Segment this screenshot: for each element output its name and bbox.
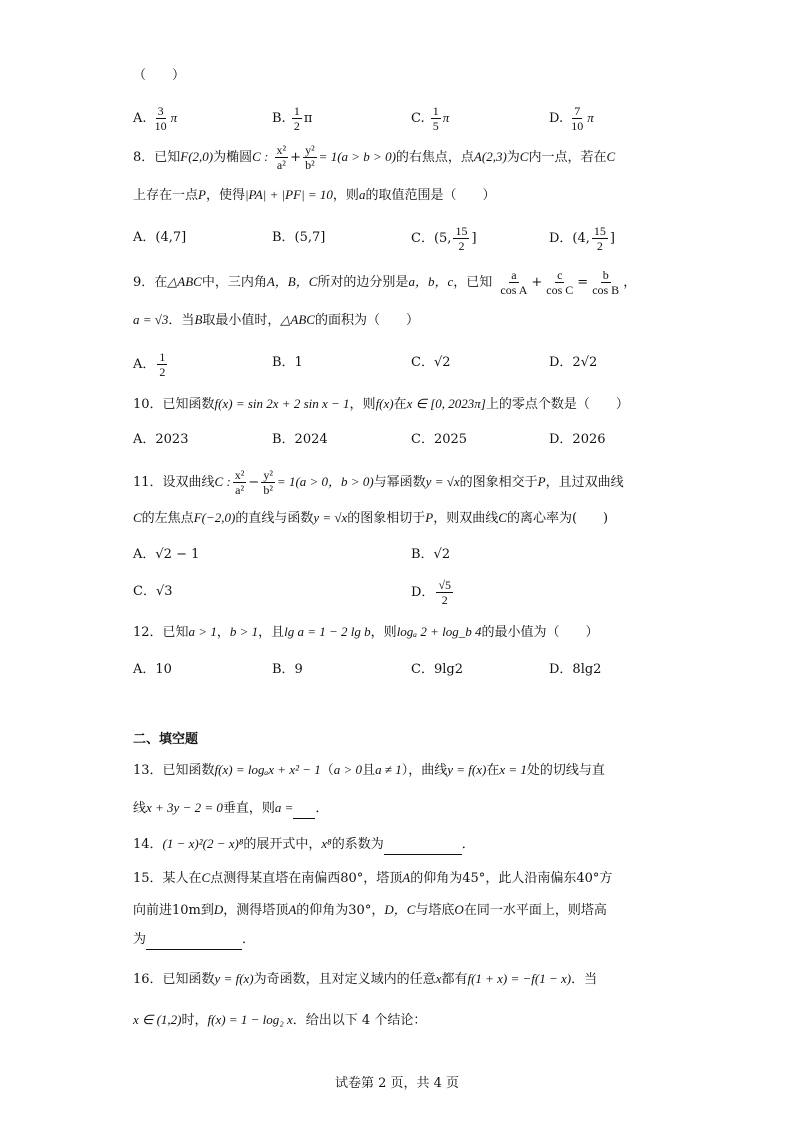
q14-line-1: 14．(1 − x)²(2 − x)⁸的展开式中，x⁸的系数为 ． xyxy=(133,834,475,855)
q9-option-a: A． $\frac{1}{2}$ xyxy=(133,350,166,379)
q9-line-2: a = √3．当B取最小值时，△ABC的面积为（ ） xyxy=(133,312,419,328)
q14-answer-blank[interactable] xyxy=(384,840,462,855)
q12-line-1: 12．已知a > 1，b > 1，且lg a = 1 − 2 lg b，则logₐ 2 + log_b 4的最小值为（ ） xyxy=(133,624,599,640)
q10-option-b: B．2024 xyxy=(272,432,328,447)
page-footer: 试卷第 2 页，共 4 页 xyxy=(334,1076,460,1091)
q7-option-b: B. $\frac{1}{2}$ π xyxy=(272,104,313,133)
q9-line-1: 9．在△ABC中，三内角A，B，C所对的边分别是a，b，c，已知 $\frac{a}{\text{cos A}}$ + $\frac{c}{\text{cos C}}$ = $\frac{b}{\text{cos B}}$ ， xyxy=(133,268,637,297)
section-heading-fill-in: 二、填空题 xyxy=(133,732,199,747)
q8-line-2: 上存在一点P，使得|PA| + |PF| = 10，则a的取值范围是（ ） xyxy=(133,187,496,203)
q7-option-c: C. $\frac{1}{5}$ π xyxy=(411,104,450,133)
q7-option-d: D. $\frac{7}{10}$ π xyxy=(549,104,594,133)
q9-option-c: C．√2 xyxy=(411,355,451,370)
q16-line-1: 16．已知函数y = f(x)为奇函数，且对定义域内的任意x都有f(1 + x) = −f(1 − x)．当 xyxy=(133,971,598,987)
q10-option-a: A．2023 xyxy=(133,432,189,447)
q15-line-3: 为 ． xyxy=(133,930,255,950)
q13-line-1: 13．已知函数f(x) = logₐx + x² − 1（a > 0且a ≠ 1），曲线y = f(x)在x = 1处的切线与直 xyxy=(133,762,605,778)
q13-line-2: 线x + 3y − 2 = 0垂直，则a = ． xyxy=(133,798,328,819)
q11-option-d: D． $\frac{√5}{2}$ xyxy=(411,578,452,607)
q8-option-c: C．(5, $\frac{15}{2}$ ] xyxy=(411,224,477,253)
q7-option-a: A. $\frac{3}{10}$ π xyxy=(133,104,178,133)
q8-option-b: B．(5,7] xyxy=(272,230,326,245)
q12-option-a: A．10 xyxy=(133,662,172,677)
q15-answer-blank[interactable] xyxy=(146,935,242,950)
q8-option-d: D．(4, $\frac{15}{2}$ ] xyxy=(549,224,615,253)
q12-option-b: B．9 xyxy=(272,662,303,677)
q15-line-2: 向前进10m到D，测得塔顶A的仰角为30°，D，C与塔底O在同一水平面上，则塔高 xyxy=(133,902,607,918)
q11-option-b: B．√2 xyxy=(411,547,451,562)
q10-option-d: D．2026 xyxy=(549,432,606,447)
q9-option-d: D．2√2 xyxy=(549,355,598,370)
q11-option-a: A．√2 − 1 xyxy=(133,547,200,562)
q8-option-a: A．(4,7] xyxy=(133,230,187,245)
q15-line-1: 15．某人在C点测得某直塔在南偏西80°，塔顶A的仰角为45°，此人沿南偏东40°方 xyxy=(133,870,613,886)
q12-option-d: D．8lg2 xyxy=(549,662,602,677)
q12-option-c: C．9lg2 xyxy=(411,662,463,677)
q8-line-1: 8．已知F(2,0)为椭圆C : $\frac{\text{x²}}{\text{a²}}$ + $\frac{\text{y²}}{\text{b²}}$ = 1(a > b > 0)的右焦点，点A(2,3)为C内一点，若在C xyxy=(133,143,616,172)
q10-option-c: C．2025 xyxy=(411,432,468,447)
q11-line-1: 11．设双曲线C : $\frac{\text{x²}}{\text{a²}}$ − $\frac{\text{y²}}{\text{b²}}$ = 1(a > 0，b > 0)与幂函数y = √x的图象相交于P，且过双曲线 xyxy=(133,468,624,497)
q11-line-2: C的左焦点F(−2,0)的直线与函数y = √x的图象相切于P，则双曲线C的离心率为( ) xyxy=(133,510,609,526)
q11-option-c: C．√3 xyxy=(133,584,173,599)
q7-bracket: （ ） xyxy=(133,68,186,83)
q16-line-2: x ∈ (1,2)时，f(x) = 1 − log₂ x．给出以下 4 个结论： xyxy=(133,1012,427,1028)
q9-option-b: B．1 xyxy=(272,355,303,370)
q10-line-1: 10．已知函数f(x) = sin 2x + 2 sin x − 1，则f(x)在x ∈ [0, 2023π]上的零点个数是（ ） xyxy=(133,396,629,412)
q13-answer-blank[interactable] xyxy=(293,804,315,819)
